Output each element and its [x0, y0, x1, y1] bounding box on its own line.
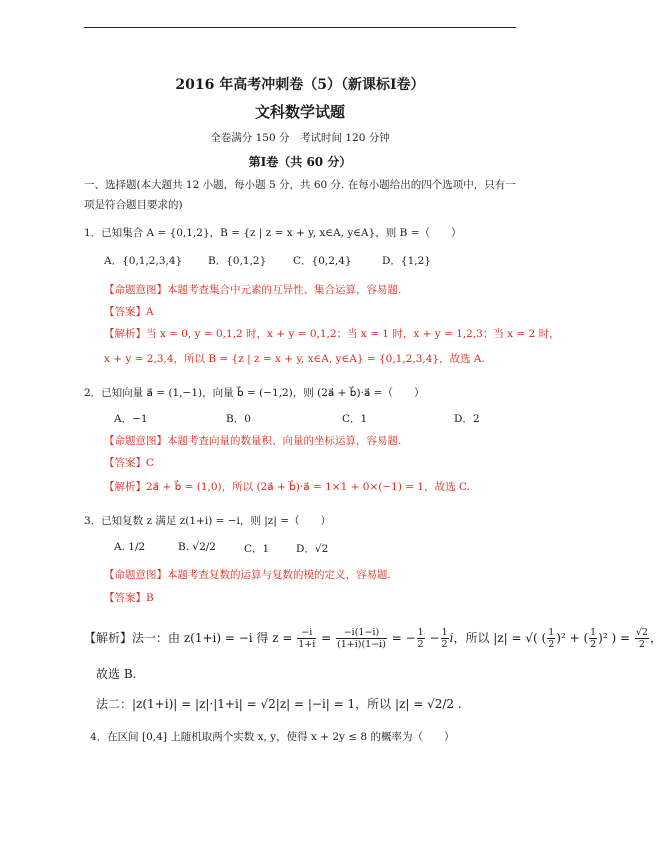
q1-answer: 【答案】A	[104, 306, 154, 318]
q3-conclusion: 故选 B.	[96, 667, 137, 681]
section-instructions-line1: 一、选择题(本大题共 12 小题，每小题 5 分，共 60 分. 在每小题给出的四个选项中，只有一	[84, 179, 516, 191]
q3-fraction-rationalized: $\frac{-i(1-i)}{(1+i)(1-i)}$	[337, 627, 386, 650]
q2-stem: 2．已知向量 a⃗ = (1,−1)，向量 b⃗ = (−1,2)，则 (2a⃗ + b⃗)·a⃗ =（ ）	[84, 387, 425, 399]
q3-stem: 3．已知复数 z 满足 z(1+i) = −i，则 |z| =（ ）	[84, 515, 331, 527]
q3-fraction-z: $\frac{-i}{1+i}$	[298, 627, 316, 650]
q2-option-c: C．1	[342, 413, 368, 425]
section-instructions-line2: 项是符合题目要求的)	[84, 199, 183, 211]
q3-fraction-half-b: $\frac{1}{2}$	[441, 627, 448, 650]
q1-stem: 1．已知集合 A = {0,1,2}，B = {z | z = x + y, x∈A, y∈A}，则 B =（ ）	[84, 227, 462, 239]
q3-answer: 【答案】B	[104, 592, 154, 604]
q3-fraction-result: $\frac{√2}{2}$	[635, 627, 648, 650]
q4-stem: 4．在区间 [0,4] 上随机取两个实数 x, y，使得 x + 2y ≤ 8 的概率为（ ）	[90, 731, 455, 743]
q3-analysis-method1: 【解析】法一：由 z(1+i) = −i 得 z = $\frac{-i}{1+i}$ = $\frac{-i(1-i)}{(1+i)(1-i)}$ = − $\frac{1}{2}$ − $\frac{1}{2}$ i，所以 |z| = √( ( $\frac{1}{2}$ )² + ( $\frac{1}{2}$ )² ) = $\frac{√2}{2}$ ，	[84, 627, 662, 650]
q3-option-a: A. 1/2	[114, 541, 146, 553]
q1-option-a: A．{0,1,2,3,4}	[104, 255, 183, 267]
q3-option-b: B. √2/2	[178, 541, 216, 553]
q3-method2: 法二：|z(1+i)| = |z|·|1+i| = √2|z| = |−i| = 1，所以 |z| = √2/2 .	[96, 697, 462, 711]
q3-intent: 【命题意图】本题考查复数的运算与复数的模的定义，容易题.	[104, 569, 391, 581]
q3-fraction-half-d: $\frac{1}{2}$	[590, 627, 597, 650]
q2-intent: 【命题意图】本题考查向量的数量积、向量的坐标运算，容易题.	[104, 435, 402, 447]
q3-fraction-half-c: $\frac{1}{2}$	[548, 627, 555, 650]
q3-fraction-half-a: $\frac{1}{2}$	[417, 627, 424, 650]
exam-title: 2016 年高考冲刺卷（5）（新课标Ⅰ卷）	[175, 77, 425, 93]
q3-analysis-tail: ，所以 |z| =	[453, 631, 522, 645]
header-rule	[84, 27, 516, 28]
q3-option-c: C．1	[244, 543, 270, 555]
q1-option-c: C．{0,2,4}	[293, 255, 352, 267]
q1-option-b: B．{0,1,2}	[208, 255, 267, 267]
part-heading: 第Ⅰ卷（共 60 分）	[248, 155, 352, 169]
q2-analysis: 【解析】2a⃗ + b⃗ = (1,0)，所以 (2a⃗ + b⃗)·a⃗ = 1×1 + 0×(−1) = 1，故选 C.	[104, 481, 470, 493]
q1-option-d: D．{1,2}	[382, 255, 431, 267]
exam-meta: 全卷满分 150 分 考试时间 120 分钟	[210, 132, 390, 144]
q1-analysis-line1: 【解析】当 x = 0, y = 0,1,2 时，x + y = 0,1,2；当 x = 1 时，x + y = 1,2,3；当 x = 2 时，	[104, 328, 560, 340]
q3-analysis-label: 【解析】法一：由 z(1+i) = −i 得 z =	[84, 631, 293, 645]
q2-option-a: A．−1	[114, 413, 148, 425]
q1-analysis-line2: x + y = 2,3,4，所以 B = {z | z = x + y, x∈A, y∈A} = {0,1,2,3,4}，故选 A.	[104, 353, 485, 365]
q2-option-d: D．2	[454, 413, 480, 425]
exam-subtitle: 文科数学试题	[254, 103, 345, 121]
q1-intent: 【命题意图】本题考查集合中元素的互异性、集合运算，容易题.	[104, 284, 402, 296]
q2-answer: 【答案】C	[104, 457, 155, 469]
q2-option-b: B．0	[226, 413, 251, 425]
q3-option-d: D．√2	[296, 543, 329, 555]
